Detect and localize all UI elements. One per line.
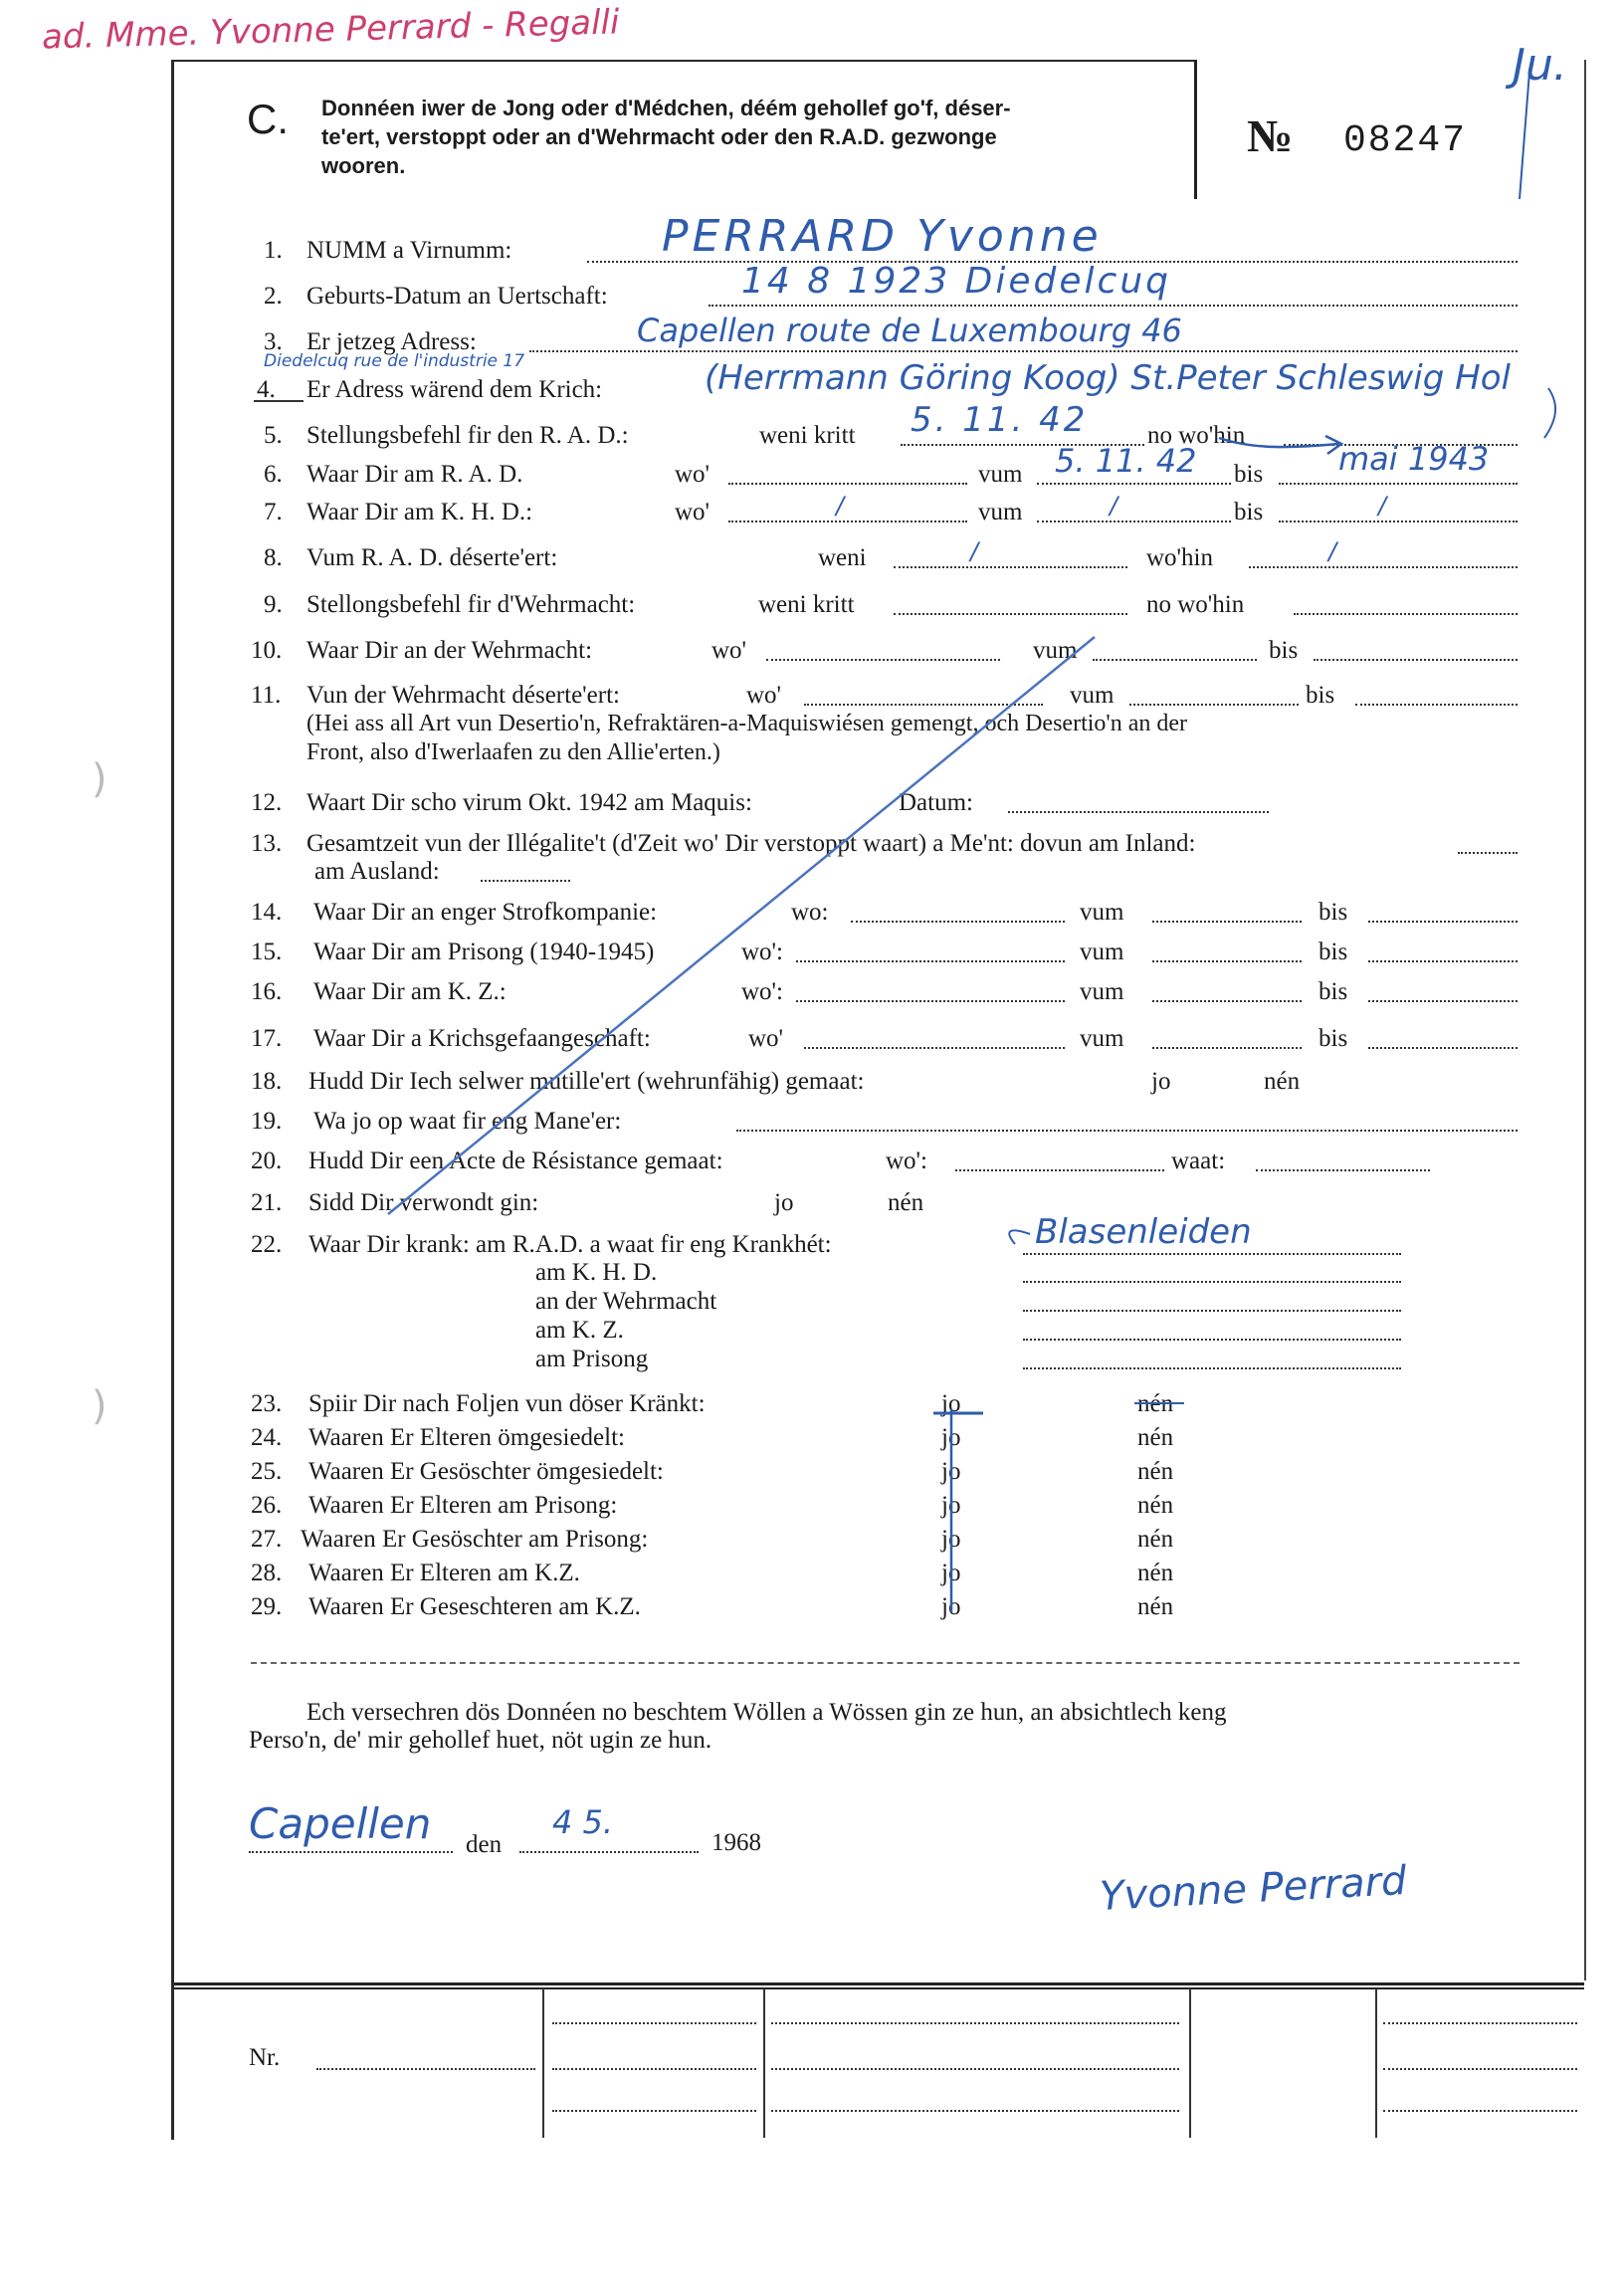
q9-label: Stellongsbefehl fir d'Wehrmacht: <box>306 591 636 618</box>
q15-wo-label: wo': <box>741 938 784 965</box>
q23-num: 23. <box>251 1390 283 1417</box>
q27-jo[interactable]: jo <box>941 1526 961 1553</box>
q11-note-line-1: (Hei ass all Art vun Desertio'n, Refraktären-a-Maquiswiésen gemengt, och Desertio'n an der <box>306 711 1188 736</box>
punch-hole-mark: ) <box>92 756 107 802</box>
q8-wohin-value[interactable]: / <box>1328 537 1337 565</box>
section-letter: C. <box>247 96 289 142</box>
q28-nen[interactable]: nén <box>1137 1560 1174 1586</box>
q2-value[interactable]: 14 8 1923 Diedelcuq <box>741 261 1171 302</box>
number-symbol: № <box>1247 110 1294 161</box>
q5-weni-label: weni kritt <box>759 422 856 449</box>
q15-num: 15. <box>251 938 283 965</box>
q13-num: 13. <box>251 830 283 857</box>
q24-label: Waaren Er Elteren ömgesiedelt: <box>308 1424 625 1451</box>
signature-year: 1968 <box>711 1829 761 1856</box>
form-title-line-1: Donnéen iwer de Jong oder d'Médchen, déém gehollef go'f, déser- <box>321 96 1011 120</box>
q8-weni-value[interactable]: / <box>970 537 979 565</box>
q5-nowohin-label: no wo'hin <box>1147 422 1246 449</box>
q15-label: Waar Dir am Prisong (1940-1945) <box>313 938 655 965</box>
q12-label: Waart Dir scho virum Okt. 1942 am Maquis: <box>306 789 752 816</box>
q11-num: 11. <box>251 682 282 709</box>
q6-wo-label: wo' <box>675 461 710 488</box>
q28-num: 28. <box>251 1560 283 1586</box>
q3-value[interactable]: Capellen route de Luxembourg 46 <box>637 312 1182 349</box>
declaration-line-1: Ech versechren dös Donnéen no beschtem Wöllen a Wössen gin ze hun, an absichtlech keng <box>306 1699 1227 1726</box>
punch-hole-mark: ) <box>92 1383 107 1429</box>
q17-bis-label: bis <box>1319 1025 1348 1052</box>
q25-num: 25. <box>251 1458 283 1485</box>
q5-num: 5. <box>264 422 283 449</box>
q2-num: 2. <box>264 283 283 310</box>
q11-vum-label: vum <box>1070 682 1115 709</box>
q10-bis-label: bis <box>1269 637 1299 664</box>
q23-label: Spiir Dir nach Foljen vun döser Kränkt: <box>308 1390 706 1417</box>
q19-label: Wa jo op waat fir eng Mane'er: <box>313 1108 622 1135</box>
q22-sub-1: am K. H. D. <box>535 1259 658 1286</box>
q22-label: Waar Dir krank: am R.A.D. a waat fir eng Krankhét: <box>308 1231 832 1258</box>
q17-wo-label: wo' <box>748 1025 784 1052</box>
q9-weni-label: weni kritt <box>758 591 855 618</box>
q29-label: Waaren Er Geseschteren am K.Z. <box>308 1593 641 1620</box>
q28-jo[interactable]: jo <box>941 1560 961 1586</box>
q6-bis-label: bis <box>1234 461 1264 488</box>
arrow-stroke <box>1219 438 1338 447</box>
q7-bis-value[interactable]: / <box>1378 492 1387 520</box>
declaration-line-2: Perso'n, de' mir gehollef huet, nöt ugin ze hun. <box>249 1727 712 1754</box>
q6-vum-label: vum <box>978 461 1023 488</box>
q12-num: 12. <box>251 789 283 816</box>
q24-jo[interactable]: jo <box>941 1424 961 1451</box>
q22-value[interactable]: Blasenleiden <box>1035 1212 1252 1252</box>
q4-value[interactable]: (Herrmann Göring Koog) St.Peter Schleswig Hol <box>705 358 1511 398</box>
q18-jo[interactable]: jo <box>1151 1068 1171 1095</box>
q14-vum-label: vum <box>1080 899 1124 926</box>
q22-flourish <box>1009 1230 1030 1244</box>
q15-vum-label: vum <box>1080 938 1124 965</box>
q14-bis-label: bis <box>1319 899 1348 926</box>
margin-brace <box>1544 388 1555 438</box>
q4-extra-annotation: Diedelcuq rue de l'industrie 17 <box>264 351 525 371</box>
q3-num: 3. <box>264 328 283 355</box>
q23-jo[interactable]: jo <box>941 1390 961 1417</box>
q1-label: NUMM a Virnumm: <box>306 237 512 264</box>
q21-nen[interactable]: nén <box>888 1189 924 1216</box>
q13-label-2: am Ausland: <box>314 858 440 885</box>
q1-value[interactable]: PERRARD Yvonne <box>662 211 1103 262</box>
q11-label: Vun der Wehrmacht déserte'ert: <box>306 682 620 709</box>
q21-jo[interactable]: jo <box>774 1189 794 1216</box>
q10-wo-label: wo' <box>711 637 747 664</box>
q26-nen[interactable]: nén <box>1137 1492 1174 1519</box>
signature-name[interactable]: Yvonne Perrard <box>1099 1857 1408 1921</box>
q7-label: Waar Dir am K. H. D.: <box>306 499 533 525</box>
q4-label: Er Adress wärend dem Krich: <box>306 376 603 403</box>
q10-num: 10. <box>251 637 283 664</box>
q29-jo[interactable]: jo <box>941 1593 961 1620</box>
footer-nr-label: Nr. <box>249 2044 281 2071</box>
q25-nen[interactable]: nén <box>1137 1458 1174 1485</box>
q6-num: 6. <box>264 461 283 488</box>
q24-num: 24. <box>251 1424 283 1451</box>
q24-nen[interactable]: nén <box>1137 1424 1174 1451</box>
q11-note-line-2: Front, also d'Iwerlaafen zu den Allie'erten.) <box>306 739 720 765</box>
q25-jo[interactable]: jo <box>941 1458 961 1485</box>
corner-stroke <box>1520 72 1529 199</box>
signature-date[interactable]: 4 5. <box>552 1803 614 1841</box>
q26-num: 26. <box>251 1492 283 1519</box>
q26-jo[interactable]: jo <box>941 1492 961 1519</box>
q11-wo-label: wo' <box>746 682 782 709</box>
q20-wo-label: wo': <box>886 1147 928 1174</box>
q18-label: Hudd Dir Iech selwer mutille'ert (wehrunfähig) gemaat: <box>308 1068 865 1095</box>
q17-label: Waar Dir a Krichsgefaangeschaft: <box>313 1025 651 1052</box>
q14-wo-label: wo: <box>791 899 829 926</box>
q20-num: 20. <box>251 1147 283 1174</box>
q23-nen[interactable]: nén <box>1137 1390 1174 1417</box>
q1-num: 1. <box>264 237 283 264</box>
q11-bis-label: bis <box>1306 682 1335 709</box>
q9-num: 9. <box>264 591 283 618</box>
q16-num: 16. <box>251 978 283 1005</box>
q10-label: Waar Dir an der Wehrmacht: <box>306 637 593 664</box>
diagonal-strikethrough <box>388 637 1095 1214</box>
q4-num: 4. <box>257 376 276 403</box>
signature-place[interactable]: Capellen <box>249 1799 432 1848</box>
q22-num: 22. <box>251 1231 283 1258</box>
q27-label: Waaren Er Gesöschter am Prisong: <box>301 1526 649 1553</box>
q7-num: 7. <box>264 499 283 525</box>
q6-vum-value[interactable]: 5. 11. 42 <box>1055 442 1197 480</box>
q9-nowohin-label: no wo'hin <box>1146 591 1245 618</box>
q16-label: Waar Dir am K. Z.: <box>313 978 507 1005</box>
q20-label: Hudd Dir een Acte de Résistance gemaat: <box>308 1147 723 1174</box>
q22-sub-2: an der Wehrmacht <box>535 1288 717 1315</box>
q16-bis-label: bis <box>1319 978 1348 1005</box>
signature-den: den <box>466 1831 503 1858</box>
q7-wo-label: wo' <box>675 499 710 525</box>
q17-vum-label: vum <box>1080 1025 1124 1052</box>
q6-label: Waar Dir am R. A. D. <box>306 461 523 488</box>
q22-sub-4: am Prisong <box>535 1346 649 1372</box>
q8-num: 8. <box>264 544 283 571</box>
q17-num: 17. <box>251 1025 283 1052</box>
q7-wo-value[interactable]: / <box>836 492 845 520</box>
q16-wo-label: wo': <box>741 978 784 1005</box>
q22-sub-3: am K. Z. <box>535 1317 624 1344</box>
q27-num: 27. <box>251 1526 283 1553</box>
q28-label: Waaren Er Elteren am K.Z. <box>308 1560 580 1586</box>
q8-weni-label: weni <box>818 544 867 571</box>
q13-label: Gesamtzeit vun der Illégalite't (d'Zeit wo' Dir verstoppt waart) a Me'nt: dovun am Inland: <box>306 830 1196 857</box>
q7-vum-label: vum <box>978 499 1023 525</box>
q19-num: 19. <box>251 1108 283 1135</box>
q5-label: Stellungsbefehl fir den R. A. D.: <box>306 422 629 449</box>
q12-datum-label: Datum: <box>899 789 973 816</box>
form-title-line-3: wooren. <box>321 153 406 178</box>
q8-label: Vum R. A. D. déserte'ert: <box>306 544 558 571</box>
corner-annotation: Ju. <box>1513 40 1567 91</box>
q29-nen[interactable]: nén <box>1137 1593 1174 1620</box>
q15-bis-label: bis <box>1319 938 1348 965</box>
q7-bis-label: bis <box>1234 499 1264 525</box>
form-title-line-2: te'ert, verstoppt oder an d'Wehrmacht oder den R.A.D. gezwonge <box>321 124 997 149</box>
q10-vum-label: vum <box>1033 637 1078 664</box>
q14-num: 14. <box>251 899 283 926</box>
q14-label: Waar Dir an enger Strofkompanie: <box>313 899 658 926</box>
q25-label: Waaren Er Gesöschter ömgesiedelt: <box>308 1458 664 1485</box>
q16-vum-label: vum <box>1080 978 1124 1005</box>
q18-num: 18. <box>251 1068 283 1095</box>
q26-label: Waaren Er Elteren am Prisong: <box>308 1492 618 1519</box>
q27-nen[interactable]: nén <box>1137 1526 1174 1553</box>
top-annotation: ad. Mme. Yvonne Perrard - Regalli <box>41 2 620 58</box>
q29-num: 29. <box>251 1593 283 1620</box>
q18-nen[interactable]: nén <box>1264 1068 1301 1095</box>
q21-label: Sidd Dir verwondt gin: <box>308 1189 539 1216</box>
q21-num: 21. <box>251 1189 283 1216</box>
q8-wohin-label: wo'hin <box>1146 544 1214 571</box>
q5-weni-value[interactable]: 5. 11. 42 <box>911 400 1089 440</box>
q6-bis-value[interactable]: mai 1943 <box>1338 440 1490 478</box>
q7-vum-value[interactable]: / <box>1110 492 1118 520</box>
q20-waat-label: waat: <box>1171 1147 1226 1174</box>
q3-label: Er jetzeg Adress: <box>306 328 477 355</box>
q2-label: Geburts-Datum an Uertschaft: <box>306 283 608 310</box>
form-number: 08247 <box>1343 119 1468 162</box>
